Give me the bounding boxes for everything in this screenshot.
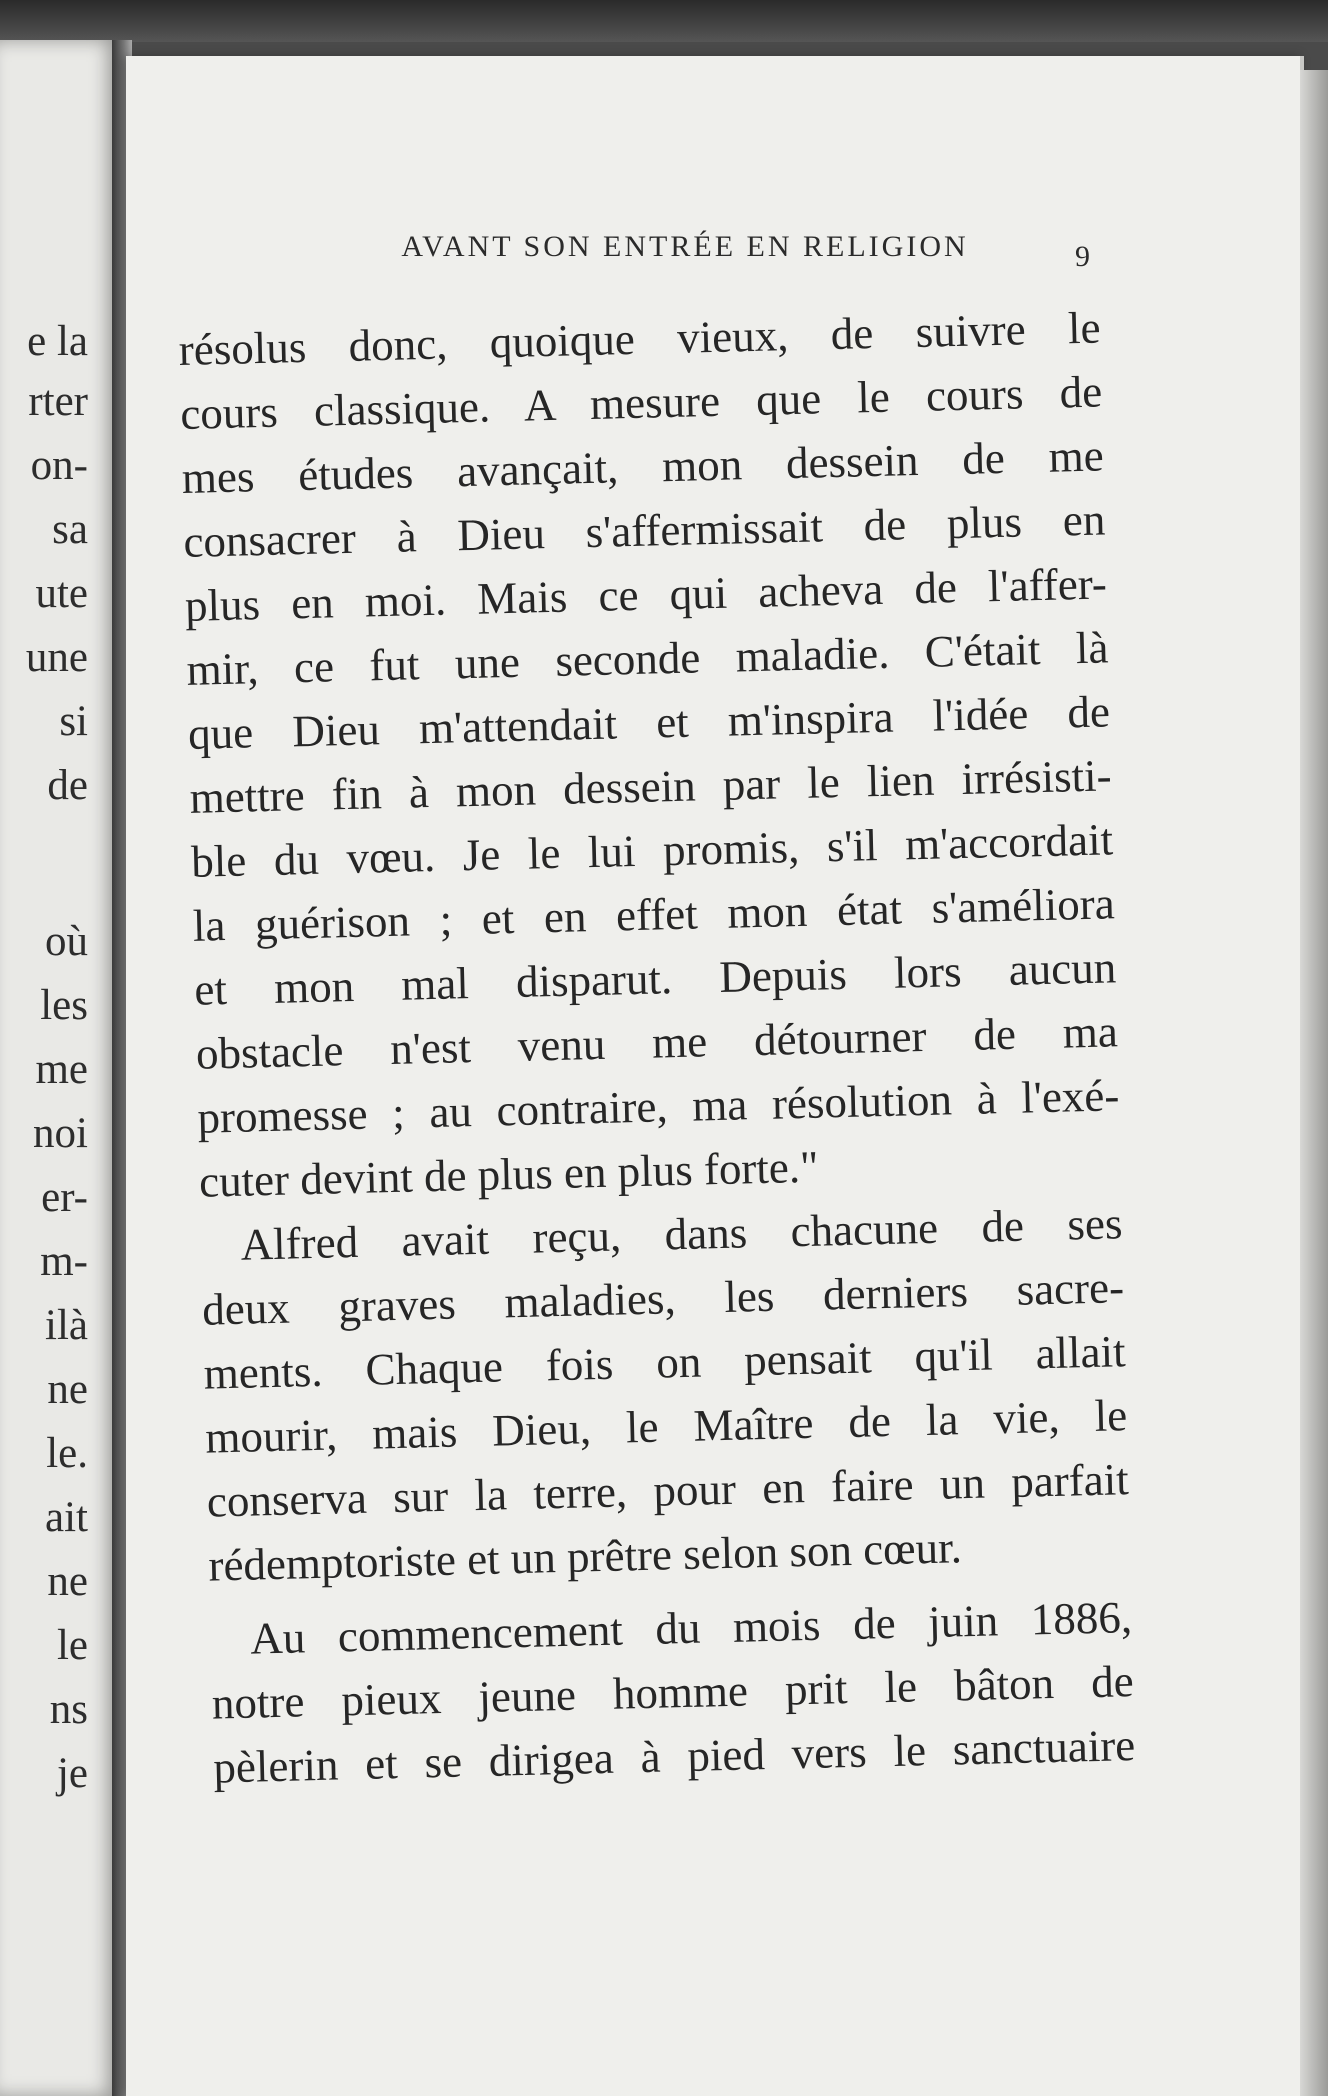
text-line: deux graves maladies, les derniers sacre- bbox=[201, 1262, 1125, 1335]
text-line: et mon mal disparut. Depuis lors aucun bbox=[193, 942, 1117, 1015]
left-page bbox=[0, 40, 118, 2096]
left-fragment: sa bbox=[52, 506, 88, 553]
scan-top-border bbox=[0, 0, 1328, 42]
text-line: ments. Chaque fois on pensait qu'il allait bbox=[203, 1326, 1127, 1399]
left-fragment: me bbox=[35, 1046, 88, 1093]
left-fragment: où bbox=[45, 918, 88, 965]
text-line: Alfred avait reçu, dans chacune de ses bbox=[240, 1198, 1124, 1270]
left-fragment: rter bbox=[28, 378, 88, 425]
left-fragment: e la bbox=[27, 318, 88, 365]
text-line: mettre fin à mon dessein par le lien irrésisti- bbox=[189, 750, 1113, 823]
left-fragment: je bbox=[56, 1750, 88, 1797]
left-fragment: ns bbox=[49, 1686, 88, 1733]
left-fragment: ne bbox=[47, 1366, 88, 1413]
page-number: 9 bbox=[1075, 240, 1090, 273]
left-fragment: on- bbox=[30, 442, 88, 489]
text-line: que Dieu m'attendait et m'inspira l'idée de bbox=[187, 686, 1111, 759]
text-line: mourir, mais Dieu, le Maître de la vie, le bbox=[204, 1390, 1128, 1463]
left-fragment: le. bbox=[46, 1430, 88, 1477]
left-fragment: ne bbox=[47, 1558, 88, 1605]
running-head: AVANT SON ENTRÉE EN RELIGION bbox=[401, 230, 969, 263]
text-line: la guérison ; et en effet mon état s'améliora bbox=[192, 878, 1116, 951]
text-line: consacrer à Dieu s'affermissait de plus en bbox=[182, 494, 1106, 567]
text-line: notre pieux jeune homme prit le bâton de bbox=[211, 1656, 1135, 1729]
text-line: promesse ; au contraire, ma résolution à l'exé- bbox=[196, 1070, 1120, 1143]
left-fragment: er- bbox=[41, 1174, 88, 1221]
left-fragment: le bbox=[56, 1622, 88, 1669]
left-fragment: noi bbox=[33, 1110, 88, 1157]
text-line: conserva sur la terre, pour en faire un parfait bbox=[206, 1454, 1130, 1527]
text-line: ble du vœu. Je le lui promis, s'il m'accordait bbox=[190, 814, 1114, 887]
body-text bbox=[178, 295, 1136, 1799]
page-edge bbox=[1300, 70, 1328, 2096]
text-line: Au commencement du mois de juin 1886, bbox=[249, 1592, 1133, 1664]
text-line: mes études avançait, mon dessein de me bbox=[181, 430, 1105, 503]
text-line: cours classique. A mesure que le cours de bbox=[179, 366, 1103, 439]
left-fragment: les bbox=[40, 982, 88, 1029]
left-fragment: de bbox=[47, 762, 88, 809]
text-line: obstacle n'est venu me détourner de ma bbox=[195, 1006, 1119, 1079]
left-fragment: si bbox=[59, 698, 88, 745]
left-fragment: m- bbox=[40, 1238, 88, 1285]
left-fragment: ute bbox=[35, 570, 88, 617]
left-fragment: ait bbox=[45, 1494, 88, 1541]
text-line: plus en moi. Mais ce qui acheva de l'affer- bbox=[184, 558, 1108, 631]
left-fragment: une bbox=[25, 634, 88, 681]
text-line: mir, ce fut une seconde maladie. C'était là bbox=[185, 622, 1109, 695]
left-fragment: ilà bbox=[45, 1302, 88, 1349]
text-line: résolus donc, quoique vieux, de suivre le bbox=[178, 302, 1102, 375]
text-line: cuter devint de plus en plus forte." bbox=[198, 1141, 819, 1207]
text-line: rédemptoriste et un prêtre selon son cœur. bbox=[207, 1522, 963, 1591]
text-line: pèlerin et se dirigea à pied vers le sanctuaire bbox=[212, 1720, 1136, 1793]
